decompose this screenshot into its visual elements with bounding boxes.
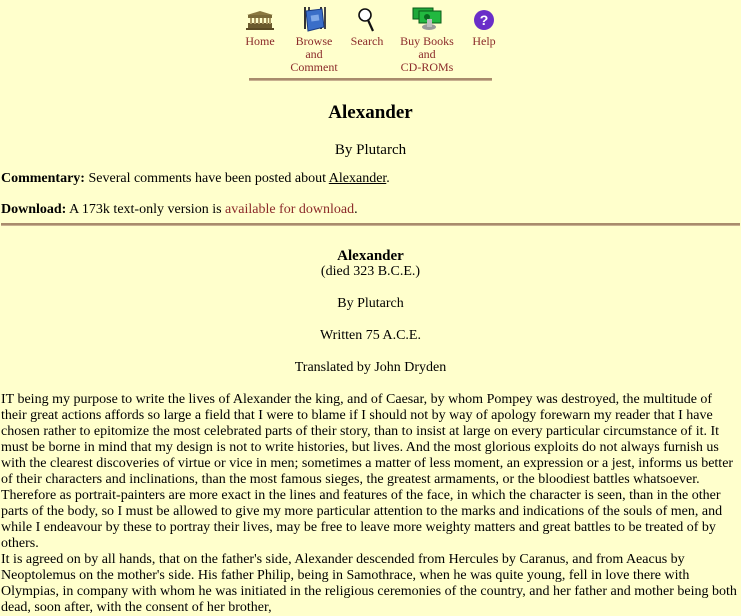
svg-text:?: ? [479, 12, 489, 28]
body-paragraph-1: IT being my purpose to write the lives of Alexander the king, and of Caesar, by whom Pompey was destroyed, the multitude of their great actions affords so large a field that I were to blame if I should not by way of apology forewarn my reader that I have chosen rather to epitomize the most celebrated parts of their story, than to insist at large on every particular circumstance of it. It must be borne in mind that my design is not to write histories, but lives. And the most glorious exploits do not always furnish us with the clearest discoveries of virtue or vice in men; sometimes a matter of less moment, an expression or a jest, informs us better of their characters and inclinations, than the most famous sieges, the greatest armaments, or the bloodiest battles whatsoever. Therefore as portrait-painters are more exact in the lines and features of the face, in which the character is seen, than in the other parts of the body, so I must be allowed to give my more particular attention to the marks and indications of the souls of men, and while I endeavour by these to portray their lives, may be free to leave more weighty matters and great battles to be treated of by others. [1, 392, 734, 551]
nav-buy-label [392, 35, 462, 74]
nav-browse-line2: Comment [290, 60, 338, 74]
work-written: Written 75 A.C.E. [320, 328, 421, 343]
nav-help[interactable] [468, 7, 500, 48]
nav-home-label: Home [245, 34, 275, 48]
work-title-text: Alexander [337, 248, 404, 264]
page-title: Alexander [328, 102, 413, 123]
nav-browse-label [286, 35, 342, 74]
nav-search-label: Search [350, 34, 384, 48]
parthenon-icon [244, 7, 276, 33]
commentary-link[interactable]: Alexander [328, 171, 387, 186]
commentary-label: Commentary: [1, 171, 85, 186]
work-died: (died 323 B.C.E.) [320, 264, 421, 279]
nav-help-label: Help [472, 34, 496, 48]
body-paragraph-2: It is agreed on by all hands, that on the father's side, Alexander descended from Hercules by Caranus, and from Aeacus by Neoptolemus on the mother's side. His father Philip, being in Samothrace, when he was quite young, fell in love there with Olympias, in company with whom he was initiated in the religious ceremonies of the country, and her father and mother being both dead, soon after, with the consent of her brother, [1, 552, 737, 615]
nav-browse-line1: Browse and [295, 34, 333, 61]
top-navigation [0, 7, 741, 74]
work-translator: Translated by John Dryden [294, 360, 447, 375]
nav-buy-line2: CD-ROMs [400, 60, 454, 74]
work-author: By Plutarch [337, 296, 404, 311]
download-line [1, 202, 358, 218]
nav-search[interactable] [349, 7, 385, 48]
work-title [0, 248, 741, 265]
magnifier-icon [351, 7, 383, 33]
commentary-line [1, 171, 390, 187]
nav-buy-line1: Buy Books and [400, 34, 454, 61]
page-byline: By Plutarch [334, 142, 407, 158]
download-link[interactable]: available for download [225, 202, 355, 217]
nav-buy-books[interactable] [392, 7, 462, 74]
money-cd-icon [411, 7, 443, 33]
nav-browse-comment[interactable] [286, 7, 342, 74]
book-icon [298, 7, 330, 33]
commentary-end: . [386, 171, 390, 186]
download-label: Download: [1, 202, 67, 217]
commentary-text: Several comments have been posted about [88, 171, 327, 186]
download-end: . [354, 202, 358, 217]
question-icon [468, 7, 500, 33]
nav-home[interactable] [240, 7, 280, 48]
nav-divider [249, 78, 492, 81]
section-divider [1, 223, 740, 226]
download-text: A 173k text-only version is [69, 202, 222, 217]
